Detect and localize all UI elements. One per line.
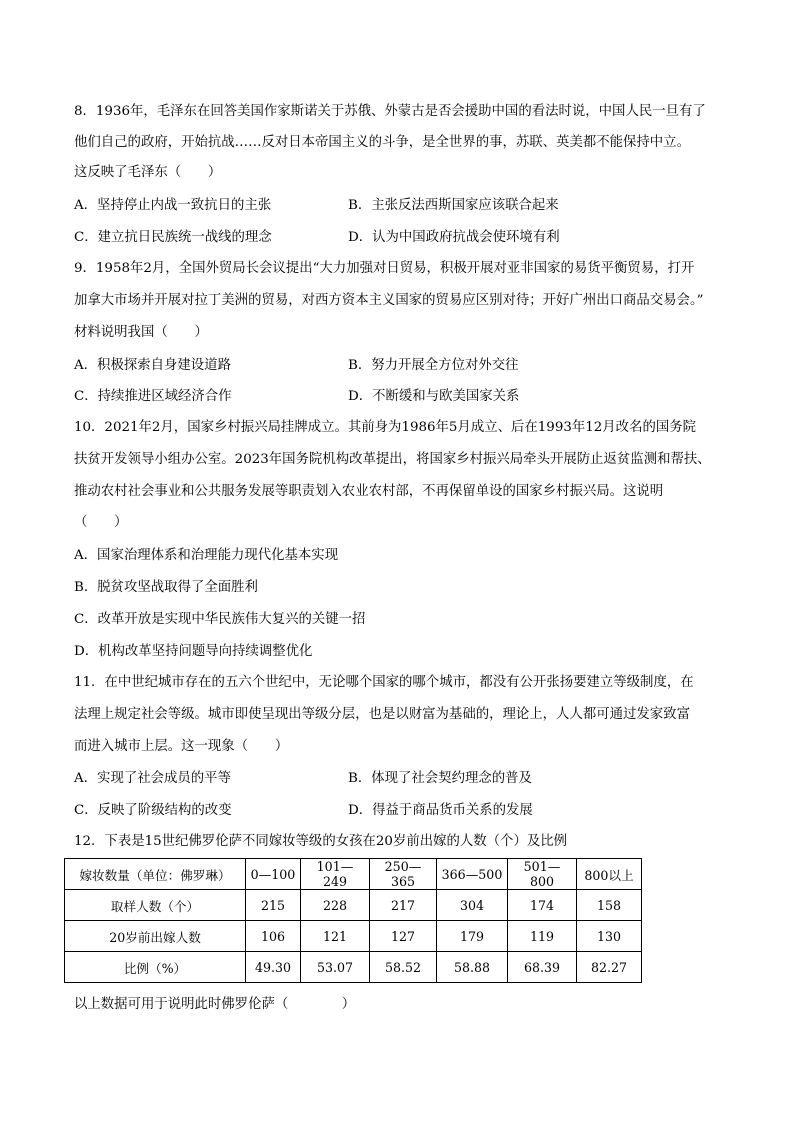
table-header-cell: 800以上	[577, 859, 642, 890]
q11-line-2: 法理上规定社会等级。城市即使呈现出等级分层，也是以财富为基础的，理论上，人人都可通过发家致富	[74, 707, 690, 722]
table-cell: 215	[246, 890, 301, 921]
dowry-table	[64, 858, 642, 983]
q11-option-c: C．反映了阶级结构的改变	[74, 803, 232, 818]
q10-option-b: B．脱贫攻坚战取得了全面胜利	[74, 580, 258, 595]
q9-option-d: D．不断缓和与欧美国家关系	[348, 389, 520, 404]
q9-line-3: 材料说明我国（ ）	[74, 325, 208, 340]
q10-line-1: 10．2021年2月，国家乡村振兴局挂牌成立。其前身为1986年5月成立、后在1993年12月改名的国务院	[74, 420, 697, 435]
q8-line-3: 这反映了毛泽东（ ）	[74, 165, 222, 180]
table-cell: 106	[246, 921, 301, 952]
q12-follow-up: 以上数据可用于说明此时佛罗伦萨（ ）	[74, 997, 356, 1012]
table-cell: 130	[577, 921, 642, 952]
table-cell: 68.39	[508, 952, 577, 983]
q8-option-a: A．坚持停止内战一致抗日的主张	[74, 198, 272, 213]
table-row	[65, 921, 642, 952]
table-cell: 58.88	[437, 952, 508, 983]
q11-option-a: A．实现了社会成员的平等	[74, 771, 231, 786]
table-cell: 取样人数（个）	[65, 890, 246, 921]
table-header-cell: 0—100	[246, 859, 301, 890]
q10-line-4: （ ）	[74, 515, 128, 530]
table-header-row	[65, 859, 642, 890]
table-cell: 121	[301, 921, 370, 952]
table-header-cell: 501—800	[508, 859, 577, 890]
table-cell: 49.30	[246, 952, 301, 983]
table-cell: 119	[508, 921, 577, 952]
table-header-cell: 101—249	[301, 859, 370, 890]
table-cell: 82.27	[577, 952, 642, 983]
q10-option-c: C．改革开放是实现中华民族伟大复兴的关键一招	[74, 612, 366, 627]
q11-line-3: 而进入城市上层。这一现象（ ）	[74, 739, 289, 754]
q10-line-3: 推动农村社会事业和公共服务发展等职责划入农业农村部，不再保留单设的国家乡村振兴局。这说明	[74, 484, 664, 499]
table-cell: 304	[437, 890, 508, 921]
q11-option-d: D．得益于商品货币关系的发展	[348, 803, 533, 818]
table-cell: 174	[508, 890, 577, 921]
table-cell: 20岁前出嫁人数	[65, 921, 246, 952]
table-cell: 127	[370, 921, 437, 952]
table-cell: 158	[577, 890, 642, 921]
table-row	[65, 952, 642, 983]
q9-line-2: 加拿大市场并开展对拉丁美洲的贸易，对西方资本主义国家的贸易应区别对待；开好广州出口商品交易会。”	[74, 293, 704, 308]
q11-option-b: B．体现了社会契约理念的普及	[348, 771, 532, 786]
q10-line-2: 扶贫开发领导小组办公室。2023年国务院机构改革提出，将国家乡村振兴局牵头开展防止返贫监测和帮扶、	[74, 452, 711, 467]
table-cell: 217	[370, 890, 437, 921]
table-header-cell: 嫁妆数量（单位：佛罗琳）	[65, 859, 246, 890]
q8-line-1: 8．1936年，毛泽东在回答美国作家斯诺关于苏俄、外蒙古是否会援助中国的看法时说，中国人民一旦有了	[74, 104, 706, 119]
table-cell: 53.07	[301, 952, 370, 983]
q9-option-c: C．持续推进区域经济合作	[74, 389, 232, 404]
q11-line-1: 11．在中世纪城市存在的五六个世纪中，无论哪个国家的哪个城市，都没有公开张扬要建立等级制度，在	[74, 675, 694, 690]
table-cell: 228	[301, 890, 370, 921]
table-cell: 179	[437, 921, 508, 952]
q8-option-d: D．认为中国政府抗战会使环境有利	[348, 230, 560, 245]
table-cell: 58.52	[370, 952, 437, 983]
q12-stem: 12．下表是15世纪佛罗伦萨不同嫁妆等级的女孩在20岁前出嫁的人数（个）及比例	[74, 834, 568, 849]
table-header-cell: 250—365	[370, 859, 437, 890]
q10-option-d: D．机构改革坚持问题导向持续调整优化	[74, 644, 313, 659]
q8-line-2: 他们自己的政府，开始抗战……反对日本帝国主义的斗争，是全世界的事，苏联、英美都不能保持中立。	[74, 135, 690, 150]
table-cell: 比例（%）	[65, 952, 246, 983]
q9-option-b: B．努力开展全方位对外交往	[348, 358, 519, 373]
q9-option-a: A．积极探索自身建设道路	[74, 358, 231, 373]
table-header-cell: 366—500	[437, 859, 508, 890]
q10-option-a: A．国家治理体系和治理能力现代化基本实现	[74, 548, 339, 563]
q8-option-c: C．建立抗日民族统一战线的理念	[74, 230, 272, 245]
q8-option-b: B．主张反法西斯国家应该联合起来	[348, 198, 559, 213]
table-row	[65, 890, 642, 921]
q9-line-1: 9．1958年2月，全国外贸局长会议提出“大力加强对日贸易，积极开展对亚非国家的易货平衡贸易，打开	[74, 261, 695, 276]
